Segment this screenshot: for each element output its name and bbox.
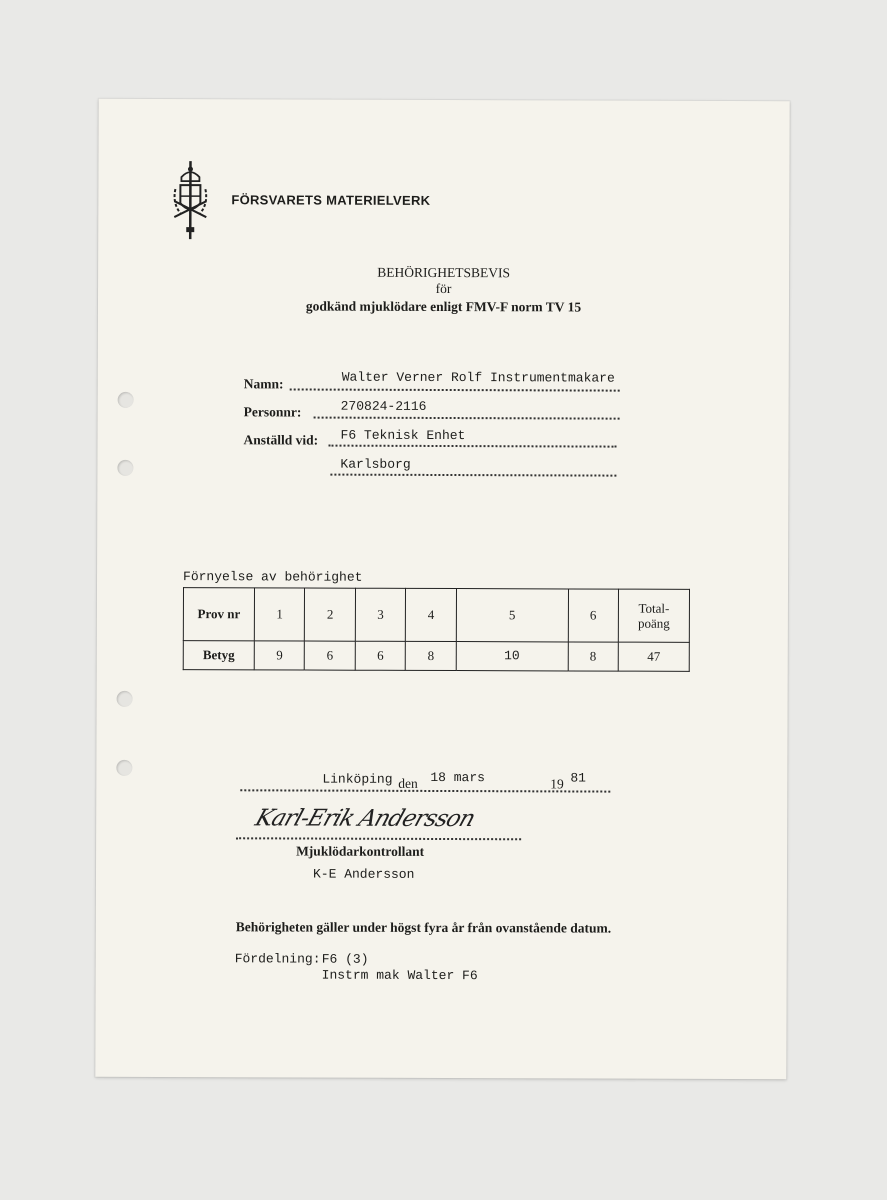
name-value: Walter Verner Rolf Instrumentmakare	[341, 369, 615, 386]
employed-line-2	[330, 474, 616, 477]
year-prefix: 19	[550, 776, 564, 792]
document-title: BEHÖRIGHETSBEVIS	[377, 264, 511, 281]
table-cell: 2	[305, 588, 356, 641]
signer-name: K-E Andersson	[312, 866, 415, 882]
employed-value-2: Karlsborg	[340, 456, 411, 472]
year-suffix: 81	[570, 770, 586, 786]
place-value: Linköping	[322, 771, 393, 787]
document-subtitle: godkänd mjuklödare enligt FMV-F norm TV 15	[305, 298, 582, 315]
table-cell: 5	[456, 589, 568, 642]
date-value: 18 mars	[430, 769, 485, 786]
organization-name: FÖRSVARETS MATERIELVERK	[231, 192, 431, 208]
employed-label: Anställd vid:	[243, 432, 319, 448]
signer-role: Mjuklödarkontrollant	[296, 843, 425, 859]
punch-hole	[117, 691, 133, 707]
personnr-line	[314, 417, 620, 420]
coat-of-arms-icon	[170, 159, 210, 241]
personnr-value: 270824-2116	[340, 398, 427, 414]
row-header-prov: Prov nr	[183, 588, 254, 641]
document-title-for: för	[435, 280, 452, 297]
den-label: den	[398, 775, 418, 791]
validity-note: Behörigheten gäller under högst fyra år från ovanstående datum.	[235, 919, 612, 936]
document-page	[95, 99, 789, 1079]
handwritten-signature: Karl-Erik Andersson	[251, 805, 478, 833]
employed-value: F6 Teknisk Enhet	[340, 427, 466, 444]
name-line	[290, 388, 620, 391]
signature-line	[236, 837, 521, 840]
table-cell: 6	[355, 641, 406, 670]
table-cell: 8	[406, 641, 457, 670]
table-cell: 6	[305, 641, 356, 670]
name-label: Namn:	[243, 376, 284, 392]
distribution-line-1: F6 (3)	[321, 951, 369, 967]
table-cell: 4	[406, 588, 457, 641]
punch-hole	[117, 460, 133, 476]
table-cell: 9	[254, 641, 305, 670]
table-cell: 10	[456, 642, 568, 671]
table-cell: 6	[568, 589, 619, 642]
table-cell: 3	[355, 588, 406, 641]
total-value: 47	[618, 642, 689, 671]
table-row	[183, 588, 689, 643]
distribution-label: Fördelning:	[234, 951, 321, 967]
table-caption: Förnyelse av behörighet	[183, 569, 363, 585]
punch-hole	[116, 760, 132, 776]
table-cell: 1	[254, 588, 305, 641]
distribution-line-2: Instrm mak Walter F6	[321, 967, 478, 984]
total-header: Total- poäng	[618, 589, 689, 642]
employed-line	[328, 445, 616, 448]
row-header-betyg: Betyg	[183, 641, 254, 670]
table-row	[183, 641, 689, 672]
punch-hole	[118, 392, 134, 408]
personnr-label: Personnr:	[243, 404, 302, 420]
grade-table	[183, 587, 690, 672]
table-cell: 8	[568, 642, 619, 671]
